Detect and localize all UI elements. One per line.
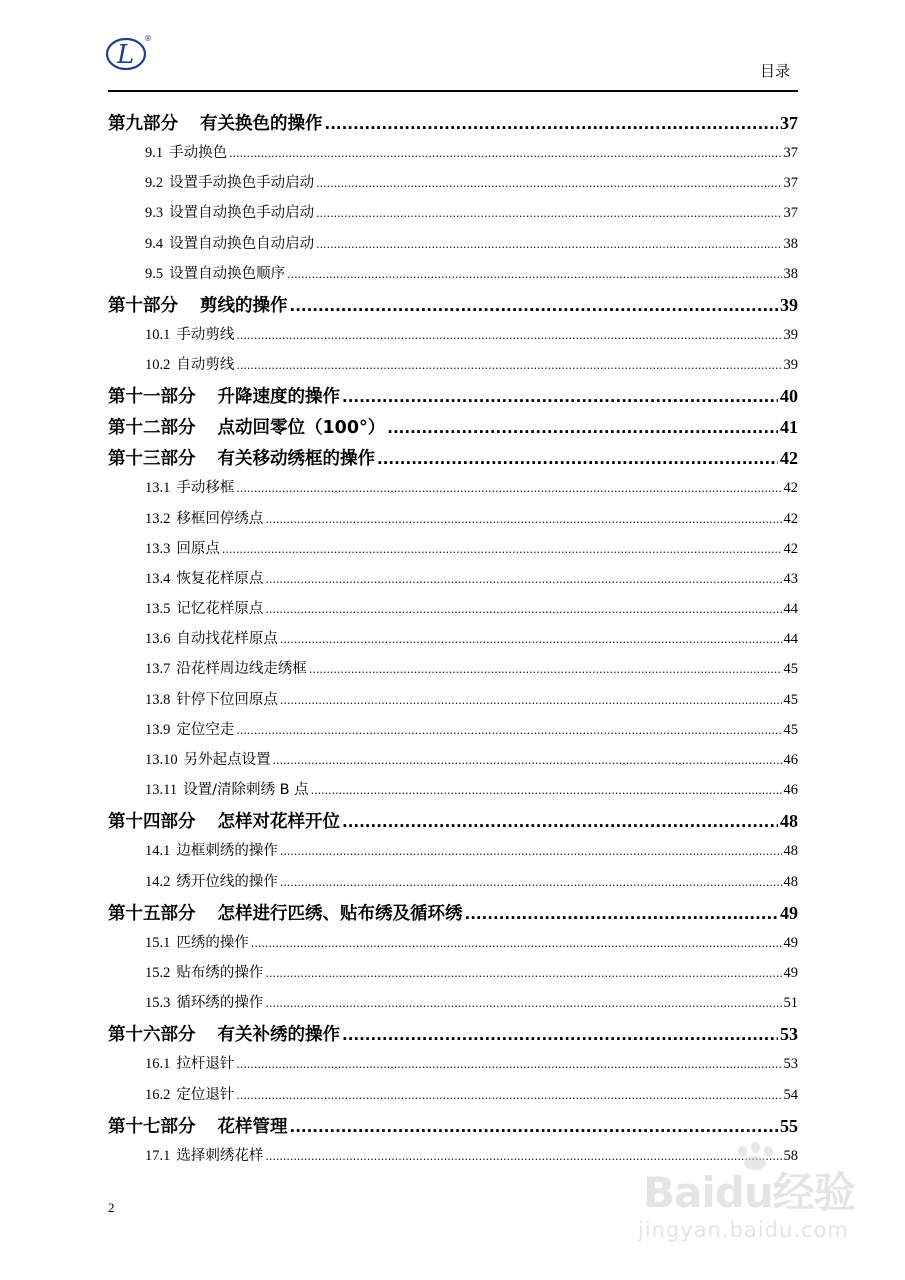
watermark-url: jingyan.baidu.com <box>638 1218 849 1242</box>
toc-entry-number: 10.1 <box>145 326 171 343</box>
toc-entry-title: 有关补绣的操作 <box>217 1025 340 1046</box>
toc-leader-dots <box>311 782 782 798</box>
toc-section-entry[interactable] <box>108 931 798 961</box>
toc-entry-title: 有关换色的操作 <box>200 114 323 134</box>
watermark-brand: Baidu经验 <box>643 1168 855 1217</box>
toc-section-entry[interactable] <box>108 171 798 201</box>
toc-entry-number: 16.1 <box>145 1056 171 1073</box>
toc-entry-number: 第十四部分 <box>108 811 196 832</box>
toc-entry-title: 匹绣的操作 <box>176 934 249 951</box>
toc-entry-number: 第十一部分 <box>108 386 196 407</box>
toc-part-entry[interactable] <box>108 383 798 414</box>
toc-entry-number: 13.9 <box>145 721 171 738</box>
toc-entry-page: 37 <box>783 145 798 161</box>
toc-entry-title: 花样管理 <box>217 1116 288 1137</box>
logo-letter: L <box>117 40 135 70</box>
toc-entry-page: 58 <box>783 1147 798 1164</box>
toc-part-entry[interactable] <box>108 900 798 931</box>
toc-leader-dots <box>316 205 781 221</box>
toc-entry-number: 13.5 <box>145 601 171 618</box>
toc-entry-number: 17.1 <box>145 1147 171 1164</box>
toc-entry-title: 自动找花样原点 <box>176 631 278 648</box>
toc-entry-title: 针停下位回原点 <box>176 691 278 708</box>
toc-entry-page: 37 <box>783 175 798 192</box>
toc-entry-title: 回原点 <box>176 540 220 557</box>
toc-entry-page: 44 <box>783 631 798 648</box>
toc-entry-number: 9.3 <box>145 205 164 222</box>
toc-section-entry[interactable] <box>108 262 798 292</box>
toc-entry-title: 设置/清除刺绣 B 点 <box>183 782 309 799</box>
toc-section-entry[interactable] <box>108 323 798 353</box>
toc-part-entry[interactable] <box>108 1021 798 1052</box>
toc-entry-page: 38 <box>783 265 798 282</box>
toc-entry-number: 第十三部分 <box>108 448 196 469</box>
toc-entry-page: 44 <box>783 601 798 618</box>
toc-entry-page: 45 <box>783 661 798 678</box>
toc-section-entry[interactable] <box>108 353 798 383</box>
toc-entry-page: 37 <box>783 205 798 222</box>
toc-entry-title: 点动回零位（100°） <box>217 418 386 439</box>
toc-entry-page: 37 <box>780 113 798 133</box>
toc-entry-number: 16.2 <box>145 1086 171 1103</box>
header-divider <box>108 90 798 92</box>
toc-leader-dots <box>265 965 781 981</box>
toc-entry-title: 拉杆退针 <box>176 1056 235 1073</box>
toc-entry-title: 剪线的操作 <box>200 295 288 316</box>
page-header-title: 目录 <box>760 62 791 80</box>
toc-leader-dots <box>387 418 778 438</box>
toc-entry-page: 38 <box>783 235 798 252</box>
toc-entry-page: 51 <box>783 995 798 1012</box>
toc-entry-page: 48 <box>783 873 798 890</box>
toc-entry-title: 记忆花样原点 <box>176 601 264 618</box>
toc-section-entry[interactable] <box>108 748 798 778</box>
toc-leader-dots <box>236 480 781 496</box>
page-number: 2 <box>108 1200 115 1215</box>
toc-entry-title: 设置手动换色手动启动 <box>169 175 315 192</box>
toc-entry-page: 53 <box>783 1056 798 1073</box>
toc-entry-page: 48 <box>780 811 798 832</box>
toc-entry-number: 第十五部分 <box>108 902 196 923</box>
toc-section-entry[interactable] <box>108 870 798 900</box>
company-logo <box>104 32 152 72</box>
table-of-contents <box>108 110 798 1174</box>
toc-leader-dots <box>280 874 782 890</box>
toc-entry-page: 42 <box>780 448 798 469</box>
toc-leader-dots <box>290 1117 779 1137</box>
toc-entry-title: 设置自动换色自动启动 <box>169 235 315 252</box>
toc-entry-title: 升降速度的操作 <box>217 387 340 408</box>
toc-entry-page: 43 <box>783 570 798 587</box>
toc-entry-number: 15.1 <box>145 934 171 951</box>
toc-entry-number: 第十部分 <box>108 294 178 315</box>
paw-icon-toe <box>751 1142 760 1153</box>
toc-section-entry[interactable] <box>108 718 798 748</box>
toc-leader-dots <box>273 752 782 768</box>
toc-leader-dots <box>342 1025 778 1045</box>
toc-entry-title: 另外起点设置 <box>183 752 271 768</box>
toc-entry-number: 13.1 <box>145 480 171 497</box>
toc-part-entry[interactable] <box>108 414 798 445</box>
toc-entry-page: 39 <box>783 326 798 343</box>
toc-leader-dots <box>280 692 782 708</box>
toc-leader-dots <box>236 327 781 343</box>
toc-section-entry[interactable] <box>108 597 798 627</box>
toc-entry-page: 45 <box>783 691 798 708</box>
toc-leader-dots <box>316 175 781 191</box>
toc-entry-page: 46 <box>783 782 798 799</box>
toc-entry-page: 53 <box>780 1024 798 1045</box>
toc-leader-dots <box>290 296 779 316</box>
toc-entry-page: 54 <box>783 1086 798 1103</box>
toc-section-entry[interactable] <box>108 627 798 657</box>
toc-entry-number: 13.6 <box>145 631 171 648</box>
toc-entry-number: 13.3 <box>145 540 171 557</box>
toc-section-entry[interactable] <box>108 1052 798 1082</box>
toc-part-entry[interactable] <box>108 445 798 476</box>
toc-leader-dots <box>265 601 781 617</box>
toc-leader-dots <box>251 935 782 951</box>
toc-leader-dots <box>222 541 782 557</box>
toc-leader-dots <box>287 266 781 282</box>
toc-entry-number: 15.2 <box>145 964 171 981</box>
toc-section-entry[interactable] <box>108 1083 798 1113</box>
toc-section-entry[interactable] <box>108 778 798 808</box>
toc-leader-dots <box>229 145 781 161</box>
toc-section-entry[interactable] <box>108 141 798 171</box>
toc-entry-page: 41 <box>780 417 798 438</box>
toc-entry-number: 10.2 <box>145 357 171 374</box>
toc-leader-dots <box>236 722 781 738</box>
toc-entry-page: 48 <box>783 843 798 860</box>
toc-entry-page: 46 <box>783 752 798 768</box>
toc-section-entry[interactable] <box>108 507 798 537</box>
toc-leader-dots <box>236 1056 781 1072</box>
toc-entry-number: 第九部分 <box>108 113 178 133</box>
toc-part-entry[interactable] <box>108 110 798 141</box>
toc-leader-dots <box>325 114 779 134</box>
toc-part-entry[interactable] <box>108 292 798 323</box>
toc-entry-title: 定位退针 <box>176 1086 235 1103</box>
toc-leader-dots <box>377 449 778 469</box>
toc-entry-title: 定位空走 <box>176 721 235 738</box>
baidu-watermark <box>628 1140 868 1250</box>
toc-entry-title: 手动剪线 <box>176 326 235 343</box>
toc-entry-page: 55 <box>780 1115 798 1136</box>
toc-section-entry[interactable] <box>108 657 798 687</box>
toc-section-entry[interactable] <box>108 201 798 231</box>
toc-entry-number: 9.5 <box>145 265 164 282</box>
toc-entry-page: 45 <box>783 721 798 738</box>
toc-entry-number: 9.4 <box>145 235 164 252</box>
toc-entry-title: 循环绣的操作 <box>176 995 264 1012</box>
toc-entry-page: 42 <box>783 480 798 497</box>
toc-entry-title: 有关移动绣框的操作 <box>217 449 375 470</box>
toc-entry-number: 13.7 <box>145 661 171 678</box>
toc-entry-number: 第十六部分 <box>108 1024 196 1045</box>
toc-entry-page: 39 <box>783 357 798 374</box>
toc-section-entry[interactable] <box>108 961 798 991</box>
toc-entry-title: 沿花样周边线走绣框 <box>176 661 307 678</box>
toc-entry-number: 13.4 <box>145 570 171 587</box>
toc-entry-number: 第十二部分 <box>108 417 196 438</box>
toc-entry-number: 13.10 <box>145 752 178 768</box>
paw-icon-toe <box>764 1146 773 1157</box>
toc-leader-dots <box>280 843 782 859</box>
toc-leader-dots <box>342 387 778 407</box>
toc-entry-title: 设置自动换色手动启动 <box>169 205 315 222</box>
toc-entry-page: 42 <box>783 510 798 527</box>
toc-entry-title: 边框刺绣的操作 <box>176 843 278 860</box>
toc-entry-title: 恢复花样原点 <box>176 570 264 587</box>
toc-entry-title: 设置自动换色顺序 <box>169 265 286 282</box>
toc-entry-title: 移框回停绣点 <box>176 510 264 527</box>
toc-entry-number: 9.2 <box>145 175 164 192</box>
toc-entry-number: 9.1 <box>145 145 164 161</box>
toc-entry-number: 第十七部分 <box>108 1115 196 1136</box>
toc-entry-page: 40 <box>780 386 798 407</box>
toc-entry-title: 怎样对花样开位 <box>217 812 340 833</box>
toc-section-entry[interactable] <box>108 232 798 262</box>
toc-entry-number: 14.1 <box>145 843 171 860</box>
toc-entry-title: 绣开位线的操作 <box>176 873 278 890</box>
toc-entry-title: 贴布绣的操作 <box>176 964 264 981</box>
toc-leader-dots <box>236 357 781 373</box>
toc-leader-dots <box>265 511 781 527</box>
registered-mark: ® <box>144 34 152 43</box>
toc-entry-title: 手动移框 <box>176 480 235 497</box>
toc-part-entry[interactable] <box>108 808 798 839</box>
toc-entry-title: 手动换色 <box>169 145 228 161</box>
toc-entry-number: 13.11 <box>145 782 178 799</box>
toc-entry-page: 49 <box>783 934 798 951</box>
toc-entry-number: 13.8 <box>145 691 171 708</box>
toc-entry-number: 13.2 <box>145 510 171 527</box>
toc-entry-title: 自动剪线 <box>176 357 235 374</box>
toc-section-entry[interactable] <box>108 537 798 567</box>
toc-leader-dots <box>280 631 782 647</box>
toc-leader-dots <box>465 904 779 924</box>
toc-leader-dots <box>265 995 781 1011</box>
toc-entry-number: 14.2 <box>145 873 171 890</box>
toc-entry-number: 15.3 <box>145 995 171 1012</box>
toc-section-entry[interactable] <box>108 991 798 1021</box>
toc-section-entry[interactable] <box>108 839 798 869</box>
toc-entry-page: 49 <box>780 902 798 923</box>
toc-leader-dots <box>342 812 778 832</box>
paw-icon <box>738 1146 747 1157</box>
toc-leader-dots <box>316 236 781 252</box>
toc-section-entry[interactable] <box>108 688 798 718</box>
toc-entry-title: 怎样进行匹绣、贴布绣及循环绣 <box>217 903 463 924</box>
toc-leader-dots <box>265 571 781 587</box>
toc-entry-title: 选择刺绣花样 <box>176 1147 264 1164</box>
toc-entry-page: 39 <box>780 294 798 315</box>
toc-entry-page: 42 <box>783 540 798 557</box>
toc-section-entry[interactable] <box>108 476 798 506</box>
toc-section-entry[interactable] <box>108 567 798 597</box>
toc-entry-page: 49 <box>783 964 798 981</box>
toc-leader-dots <box>236 1087 781 1103</box>
toc-leader-dots <box>309 661 782 677</box>
